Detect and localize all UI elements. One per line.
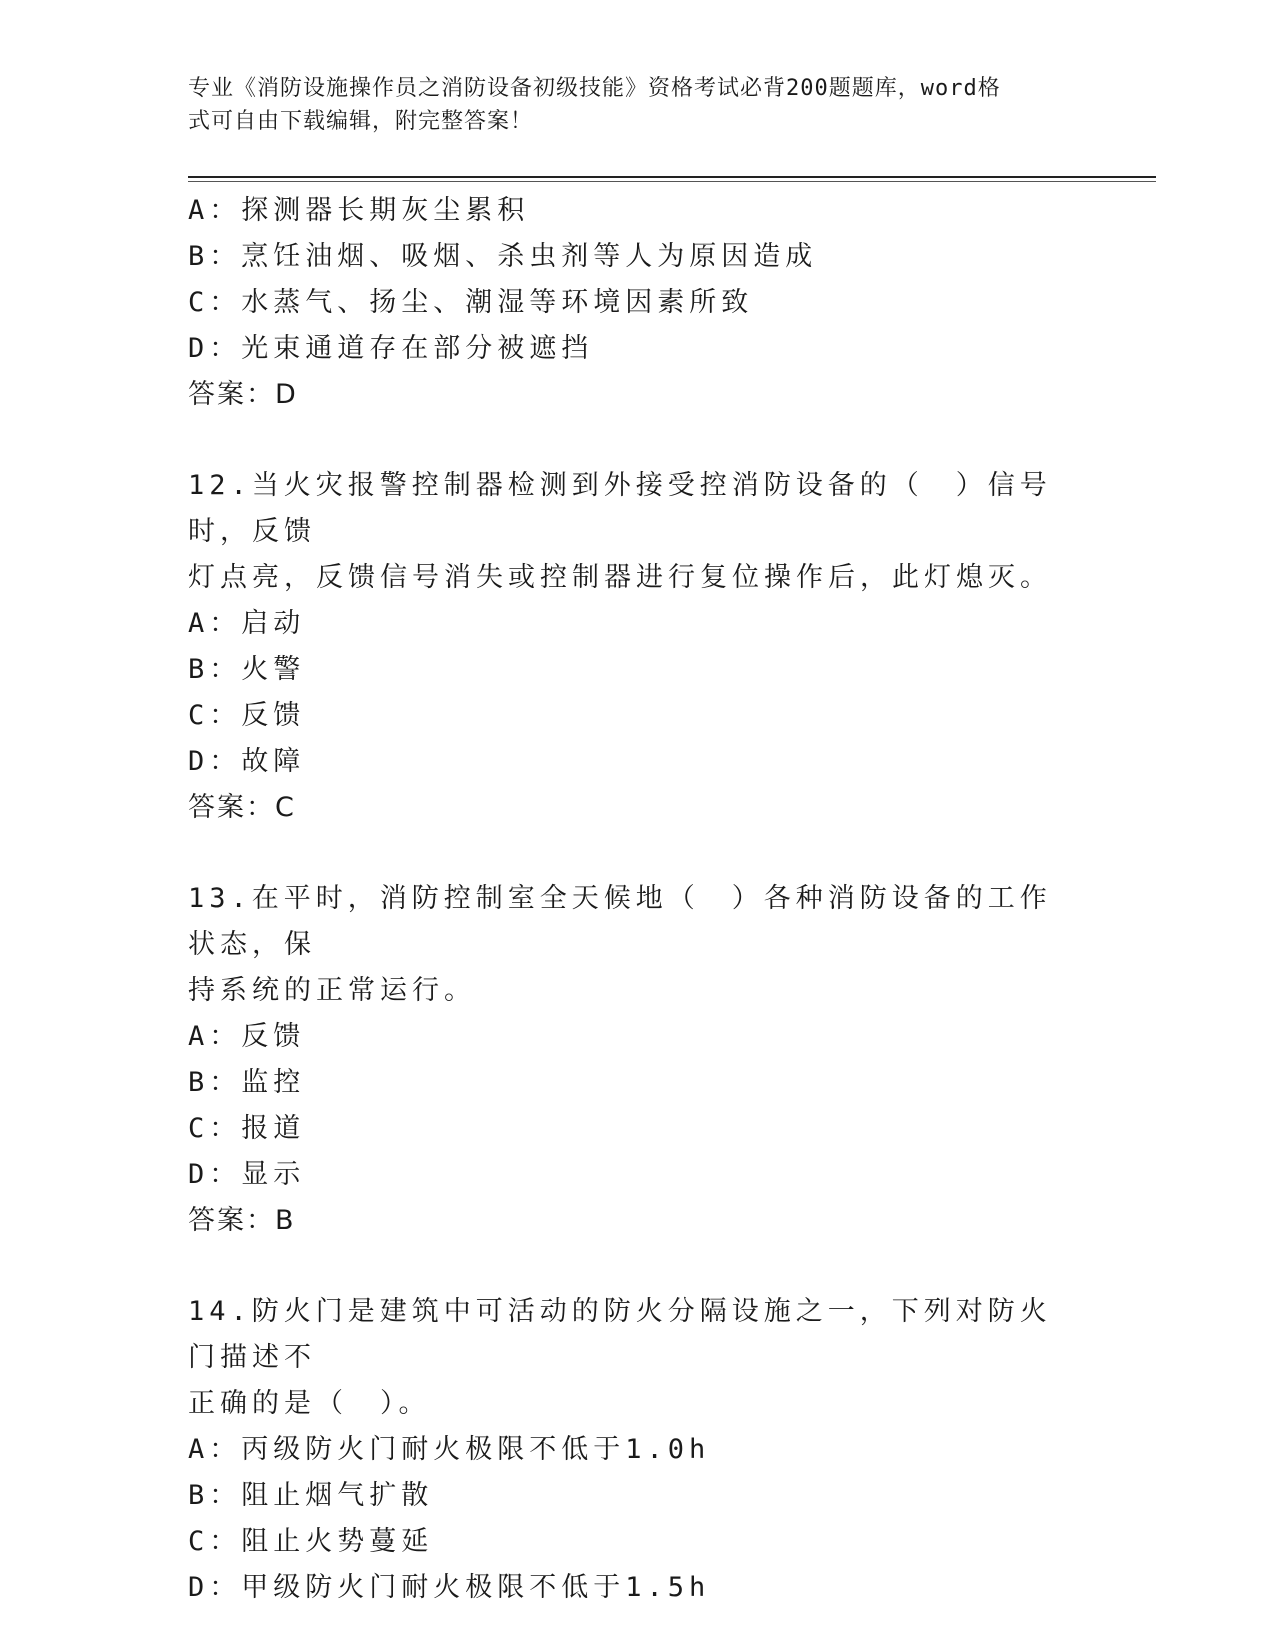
question-stem-line-2: 持系统的正常运行。 [188,975,476,1006]
question-12 [188,463,1088,831]
answer-line: 答案：B [188,1205,296,1236]
question-stem-line-1: 14.防火门是建筑中可活动的防火分隔设施之一，下列对防火门描述不 [188,1296,1052,1373]
header-divider-thin [188,181,1156,182]
option-c: C：报道 [188,1113,306,1144]
option-a: A：反馈 [188,1021,306,1052]
option-a: A：探测器长期灰尘累积 [188,195,530,226]
question-list [188,188,1088,1611]
document-header [188,72,1068,138]
option-c: C：阻止火势蔓延 [188,1526,434,1557]
question-stem-line-2: 灯点亮，反馈信号消失或控制器进行复位操作后，此灯熄灭。 [188,562,1052,593]
question-stem-line-1: 13.在平时，消防控制室全天候地（ ）各种消防设备的工作状态，保 [188,883,1052,960]
question-11-partial [188,188,1088,418]
header-line-1: 专业《消防设施操作员之消防设备初级技能》资格考试必背200题题库，word格 [188,76,1001,101]
header-line-2: 式可自由下载编辑，附完整答案！ [188,109,534,134]
answer-line: 答案：D [188,379,298,410]
answer-line: 答案：C [188,792,296,823]
question-14 [188,1289,1088,1611]
option-d: D：显示 [188,1159,306,1190]
option-a: A：丙级防火门耐火极限不低于1.0h [188,1434,711,1465]
question-stem-line-1: 12.当火灾报警控制器检测到外接受控消防设备的（ ）信号时，反馈 [188,470,1052,547]
option-c: C：水蒸气、扬尘、潮湿等环境因素所致 [188,287,754,318]
option-d: D：故障 [188,746,306,777]
option-c: C：反馈 [188,700,306,731]
option-b: B：阻止烟气扩散 [188,1480,434,1511]
question-13 [188,876,1088,1244]
question-stem-line-2: 正确的是（ ）。 [188,1388,431,1419]
header-divider [188,176,1156,178]
option-b: B：烹饪油烟、吸烟、杀虫剂等人为原因造成 [188,241,818,272]
option-d: D：光束通道存在部分被遮挡 [188,333,594,364]
option-b: B：监控 [188,1067,306,1098]
option-a: A：启动 [188,608,306,639]
option-b: B：火警 [188,654,306,685]
option-d: D：甲级防火门耐火极限不低于1.5h [188,1572,711,1603]
